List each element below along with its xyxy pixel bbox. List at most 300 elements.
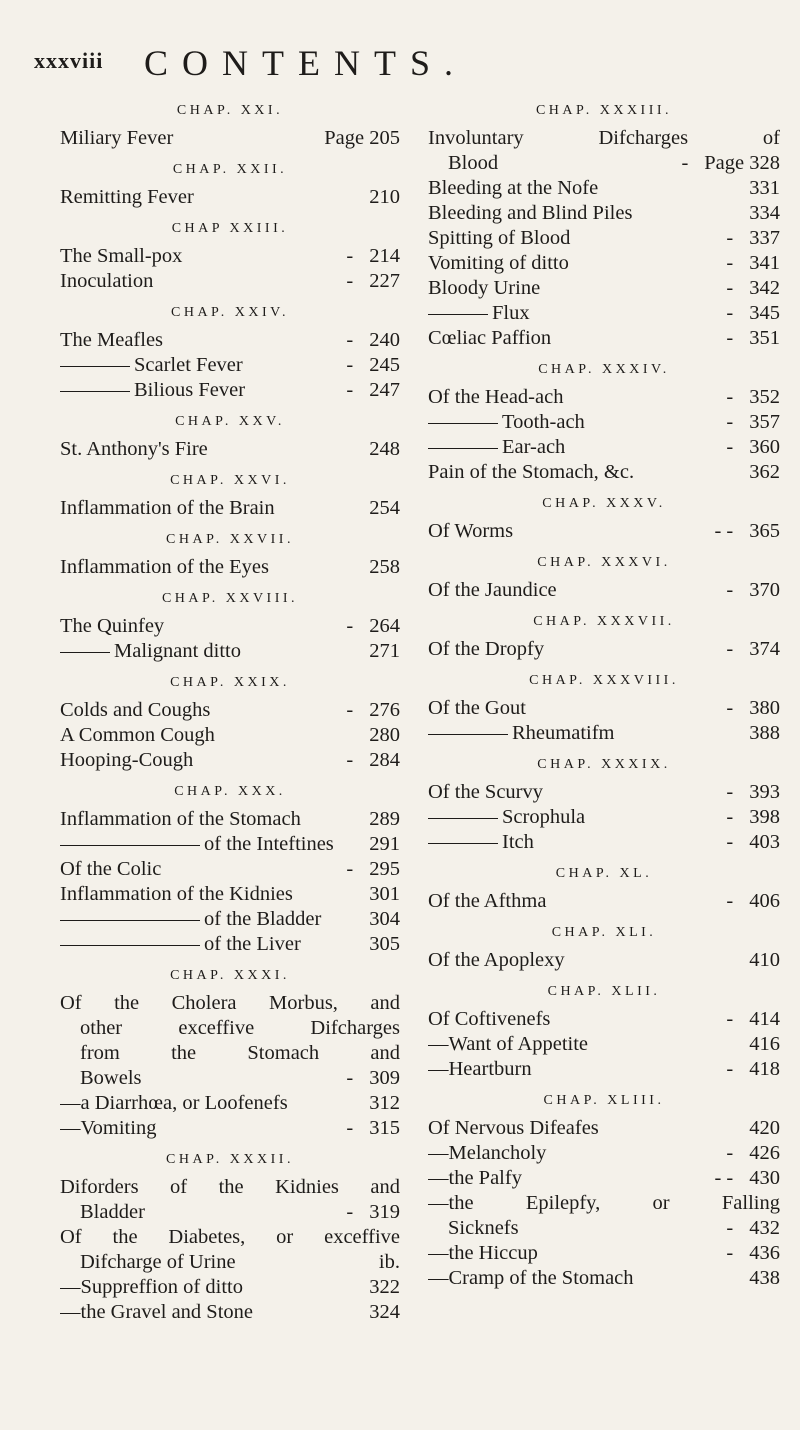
entry-text: —the Gravel and Stone: [60, 1301, 253, 1323]
entry-text: Involuntary Difcharges of: [428, 127, 780, 149]
entry-text: Remitting Fever: [60, 186, 194, 208]
contents-entry: [60, 932, 400, 957]
ditto-rule: [60, 845, 200, 846]
contents-entry: [428, 1166, 780, 1191]
entry-text: Inflammation of the Brain: [60, 497, 275, 519]
entry-text: Scrophula: [502, 806, 586, 828]
page-ref: 362: [749, 461, 780, 483]
entry-title: [60, 932, 363, 957]
entry-title: [60, 748, 336, 773]
entry-title: [448, 151, 671, 176]
page-ref: 398: [749, 806, 780, 828]
contents-entry: [60, 723, 400, 748]
entry-title: [428, 1266, 743, 1291]
entry-title: [60, 723, 363, 748]
entry-text: Inflammation of the Eyes: [60, 556, 269, 578]
ditto-rule: [60, 920, 200, 921]
entry-title: [428, 830, 716, 855]
page-ref: 436: [749, 1242, 780, 1264]
entry-title: [428, 948, 743, 973]
contents-entry: [60, 639, 400, 664]
right-column: [428, 92, 780, 1291]
page-title: CONTENTS.: [144, 43, 467, 83]
contents-entry: [60, 1200, 400, 1225]
contents-entry: [428, 435, 780, 460]
chapter-heading: CHAP. XXII.: [172, 162, 288, 177]
leader-dash: -: [726, 302, 734, 324]
contents-entry: [428, 1216, 780, 1241]
contents-line: [428, 126, 780, 151]
entry-title: [60, 1175, 400, 1200]
entry-text: Bleeding and Blind Piles: [428, 202, 633, 224]
contents-entry: [428, 1007, 780, 1032]
entry-text: Of Nervous Difeafes: [428, 1117, 599, 1139]
leader-dash: -: [726, 579, 734, 601]
entry-text: —Vomiting: [60, 1117, 157, 1139]
page-ref: 295: [369, 858, 400, 880]
leader-dash: -: [726, 1058, 734, 1080]
entry-text: Tooth-ach: [502, 411, 585, 433]
entry-title: [60, 496, 363, 521]
ditto-rule: [60, 652, 110, 653]
entry-title: [428, 251, 716, 276]
page-ref: 420: [749, 1117, 780, 1139]
entry-text: of the Liver: [204, 933, 301, 955]
contents-entry: [428, 780, 780, 805]
entry-text: Cœliac Paffion: [428, 327, 552, 349]
page-ref: 258: [369, 556, 400, 578]
entry-text: —the Palfy: [428, 1167, 522, 1189]
page-ref: 324: [369, 1301, 400, 1323]
page-ref: 271: [369, 640, 400, 662]
entry-title: [80, 1016, 400, 1041]
entry-text: Bloody Urine: [428, 277, 541, 299]
entry-text: Colds and Coughs: [60, 699, 211, 721]
contents-entry: [60, 698, 400, 723]
entry-title: [60, 857, 336, 882]
entry-text: Difcharge of Urine: [80, 1251, 236, 1273]
page-ref: 304: [369, 908, 400, 930]
entry-title: [428, 805, 716, 830]
leader-dash: -: [346, 615, 354, 637]
entry-title: [448, 1216, 716, 1241]
entry-text: Of the Afthma: [428, 890, 547, 912]
page-ref: 337: [749, 227, 780, 249]
chapter-heading: CHAP. XXXVI.: [537, 555, 671, 570]
entry-title: [428, 889, 716, 914]
entry-text: Bilious Fever: [134, 379, 246, 401]
chapter-heading: CHAP. XLIII.: [543, 1093, 665, 1108]
contents-entry: [428, 1266, 780, 1291]
page-ref: 426: [749, 1142, 780, 1164]
entry-text: Of the Head-ach: [428, 386, 564, 408]
page-ref: 432: [749, 1217, 780, 1239]
page-ref: 416: [749, 1033, 780, 1055]
leader-dash: -: [726, 327, 734, 349]
leader-dash: -: [726, 1142, 734, 1164]
page-ref: 264: [369, 615, 400, 637]
page-ref: 406: [749, 890, 780, 912]
entry-text: Blood: [448, 152, 499, 174]
contents-entry: [60, 1066, 400, 1091]
contents-entry: [428, 830, 780, 855]
page-ref: 319: [369, 1201, 400, 1223]
page-ref: 331: [749, 177, 780, 199]
contents-entry: [60, 1300, 400, 1325]
leader-dash: -: [726, 697, 734, 719]
contents-entry: [60, 614, 400, 639]
leader-dash: -: [726, 1008, 734, 1030]
entry-title: [428, 1166, 704, 1191]
contents-entry: [428, 889, 780, 914]
page-ref: 341: [749, 252, 780, 274]
contents-entry: [428, 251, 780, 276]
leader-dash: -: [346, 858, 354, 880]
page-header: [34, 42, 774, 82]
entry-text: —Cramp of the Stomach: [428, 1267, 634, 1289]
page-ref: 352: [749, 386, 780, 408]
leader-dash: -: [346, 749, 354, 771]
entry-text: —the Epilepfy, or Falling: [428, 1192, 780, 1214]
chapter-heading: CHAP. XLII.: [547, 984, 661, 999]
leader-dash: -: [726, 252, 734, 274]
contents-entry: [428, 696, 780, 721]
chapter-heading: CHAP. XXXVII.: [533, 614, 675, 629]
entry-title: [60, 832, 363, 857]
entry-text: Of the Diabetes, or exceffive: [60, 1226, 400, 1248]
contents-entry: [60, 126, 400, 151]
entry-title: [60, 378, 336, 403]
page-ref: 345: [749, 302, 780, 324]
page-ref: 210: [369, 186, 400, 208]
page-ref: ib.: [378, 1251, 400, 1273]
contents-entry: [60, 353, 400, 378]
entry-text: Hooping-Cough: [60, 749, 194, 771]
entry-text: Sicknefs: [448, 1217, 519, 1239]
entry-title: [80, 1200, 336, 1225]
entry-title: [428, 276, 716, 301]
contents-entry: [428, 151, 780, 176]
contents-entry: [428, 1116, 780, 1141]
chapter-heading: CHAP. XXV.: [175, 414, 285, 429]
page-ref: 227: [369, 270, 400, 292]
contents-entry: [428, 226, 780, 251]
entry-title: [60, 269, 336, 294]
contents-entry: [428, 176, 780, 201]
entry-text: Rheumatifm: [512, 722, 615, 744]
entry-title: [80, 1066, 336, 1091]
chapter-heading: CHAP. XLI.: [551, 925, 657, 940]
chapter-heading: CHAP. XXXV.: [542, 496, 666, 511]
entry-title: [428, 780, 716, 805]
entry-text: of the Bladder: [204, 908, 322, 930]
entry-title: [428, 385, 716, 410]
contents-entry: [60, 378, 400, 403]
contents-line: [60, 1041, 400, 1066]
entry-title: [60, 353, 336, 378]
contents-entry: [60, 1091, 400, 1116]
entry-title: [80, 1250, 373, 1275]
page-ref: 214: [369, 245, 400, 267]
entry-text: Inflammation of the Stomach: [60, 808, 301, 830]
ditto-rule: [428, 734, 508, 735]
leader-dash: -: [346, 270, 354, 292]
page-ref: 322: [369, 1276, 400, 1298]
entry-text: Inoculation: [60, 270, 154, 292]
ditto-rule: [60, 366, 130, 367]
page-ref: 280: [369, 724, 400, 746]
contents-entry: [60, 437, 400, 462]
contents-line: [428, 1191, 780, 1216]
leader-dash: -: [346, 245, 354, 267]
entry-text: Malignant ditto: [114, 640, 241, 662]
leader-dash: -: [726, 1217, 734, 1239]
entry-text: Of the Gout: [428, 697, 526, 719]
chapter-heading: CHAP. XXXIV.: [538, 362, 670, 377]
entry-title: [60, 328, 336, 353]
entry-title: [60, 882, 363, 907]
page-ref: 393: [749, 781, 780, 803]
entry-text: Scarlet Fever: [134, 354, 243, 376]
contents-entry: [428, 460, 780, 485]
contents-entry: [428, 1032, 780, 1057]
entry-title: [428, 435, 716, 460]
page-ref: 403: [749, 831, 780, 853]
entry-title: [60, 437, 363, 462]
chapter-heading: CHAP. XXI.: [176, 103, 284, 118]
entry-title: [428, 696, 716, 721]
contents-entry: [428, 1241, 780, 1266]
entry-title: [428, 519, 704, 544]
contents-entry: [60, 1250, 400, 1275]
entry-text: Miliary Fever: [60, 127, 174, 149]
page-ref: 247: [369, 379, 400, 401]
contents-entry: [428, 805, 780, 830]
page-ref: 289: [369, 808, 400, 830]
entry-title: [60, 555, 363, 580]
ditto-rule: [60, 391, 130, 392]
entry-text: Ear-ach: [502, 436, 566, 458]
entry-text: of the Inteftines: [204, 833, 334, 855]
chapter-heading: CHAP. XXXIII.: [535, 103, 673, 118]
page-ref: 351: [749, 327, 780, 349]
entry-title: [60, 807, 363, 832]
entry-text: St. Anthony's Fire: [60, 438, 208, 460]
entry-text: Of the Scurvy: [428, 781, 544, 803]
leader-dash: -: [346, 379, 354, 401]
page-ref: 414: [749, 1008, 780, 1030]
contents-entry: [428, 201, 780, 226]
leader-dash: -: [346, 354, 354, 376]
contents-entry: [428, 637, 780, 662]
entry-text: Flux: [492, 302, 530, 324]
leader-dash: -: [726, 781, 734, 803]
entry-text: Bladder: [80, 1201, 145, 1223]
page-ref: 418: [749, 1058, 780, 1080]
entry-title: [60, 1300, 363, 1325]
leader-dash: -: [726, 277, 734, 299]
entry-text: The Quinfey: [60, 615, 165, 637]
page-ref: 305: [369, 933, 400, 955]
leader-dash: -: [726, 806, 734, 828]
contents-line: [60, 1225, 400, 1250]
chapter-heading: CHAP. XXVI.: [170, 473, 290, 488]
page-ref: 334: [749, 202, 780, 224]
entry-title: [428, 410, 716, 435]
entry-title: [428, 1032, 743, 1057]
contents-entry: [60, 1275, 400, 1300]
contents-entry: [60, 1116, 400, 1141]
entry-title: [60, 1225, 400, 1250]
entry-text: Bleeding at the Nofe: [428, 177, 599, 199]
page-ref: 388: [749, 722, 780, 744]
contents-entry: [428, 326, 780, 351]
contents-entry: [60, 328, 400, 353]
contents-entry: [60, 882, 400, 907]
entry-title: [428, 1141, 716, 1166]
entry-title: [80, 1041, 400, 1066]
leader-dash: -: [726, 386, 734, 408]
chapter-heading: CHAP. XXXII.: [166, 1152, 294, 1167]
entry-text: —Melancholy: [428, 1142, 547, 1164]
contents-entry: [60, 269, 400, 294]
page-ref: 315: [369, 1117, 400, 1139]
entry-title: [428, 1116, 743, 1141]
leader-dash: -: [726, 638, 734, 660]
entry-text: Of the Jaundice: [428, 579, 557, 601]
page-ref: Page 205: [324, 127, 400, 149]
contents-entry: [428, 948, 780, 973]
contents-entry: [428, 721, 780, 746]
chapter-heading: CHAP. XXXI.: [170, 968, 290, 983]
leader-dash: -: [726, 436, 734, 458]
entry-title: [60, 1116, 336, 1141]
page-ref: 370: [749, 579, 780, 601]
leader-dash: -: [681, 152, 689, 174]
chapter-heading: CHAP. XXVII.: [166, 532, 294, 547]
page-ref: 309: [369, 1067, 400, 1089]
entry-title: [428, 176, 743, 201]
entry-title: [60, 1275, 363, 1300]
entry-text: Of Worms: [428, 520, 514, 542]
entry-text: other exceffive Difcharges: [80, 1017, 400, 1039]
entry-title: [60, 907, 363, 932]
entry-text: —the Hiccup: [428, 1242, 538, 1264]
contents-entry: [60, 907, 400, 932]
contents-entry: [428, 301, 780, 326]
chapter-heading: CHAP. XXX.: [174, 784, 286, 799]
entry-text: Inflammation of the Kidnies: [60, 883, 293, 905]
contents-line: [60, 991, 400, 1016]
entry-title: [60, 126, 318, 151]
entry-text: Of the Apoplexy: [428, 949, 565, 971]
entry-text: Of Coftivenefs: [428, 1008, 551, 1030]
chapter-heading: CHAP XXIII.: [171, 221, 289, 236]
entry-text: Of the Colic: [60, 858, 162, 880]
entry-text: —Heartburn: [428, 1058, 532, 1080]
ditto-rule: [428, 423, 498, 424]
entry-text: Pain of the Stomach, &c.: [428, 461, 635, 483]
page-ref: 365: [749, 520, 780, 542]
entry-title: [428, 1007, 716, 1032]
chapter-heading: CHAP. XXXVIII.: [529, 673, 679, 688]
leader-dash: -: [726, 411, 734, 433]
contents-entry: [428, 1057, 780, 1082]
page-ref: 342: [749, 277, 780, 299]
page-ref: 357: [749, 411, 780, 433]
contents-entry: [60, 832, 400, 857]
contents-entry: [428, 276, 780, 301]
entry-text: from the Stomach and: [80, 1042, 400, 1064]
contents-entry: [428, 519, 780, 544]
page-ref: 438: [749, 1267, 780, 1289]
entry-title: [428, 1191, 780, 1216]
leader-dash: -: [346, 1117, 354, 1139]
page-ref: 248: [369, 438, 400, 460]
leader-dash: -: [346, 1067, 354, 1089]
leader-dash: -: [726, 831, 734, 853]
entry-title: [428, 578, 716, 603]
page-ref: 312: [369, 1092, 400, 1114]
left-column: [60, 92, 400, 1325]
page-ref: 254: [369, 497, 400, 519]
chapter-heading: CHAP. XL.: [555, 866, 653, 881]
leader-dash: - -: [714, 520, 734, 542]
entry-text: —Want of Appetite: [428, 1033, 589, 1055]
chapter-heading: CHAP. XXVIII.: [161, 591, 299, 606]
leader-dash: -: [726, 890, 734, 912]
contents-line: [60, 1175, 400, 1200]
entry-text: The Meafles: [60, 329, 164, 351]
page-ref: Page 328: [704, 152, 780, 174]
page-ref: 284: [369, 749, 400, 771]
entry-title: [60, 639, 363, 664]
entry-title: [428, 326, 716, 351]
chapter-heading: CHAP. XXIV.: [171, 305, 289, 320]
entry-text: Spitting of Blood: [428, 227, 571, 249]
entry-text: The Small-pox: [60, 245, 183, 267]
ditto-rule: [428, 843, 498, 844]
page-ref: 360: [749, 436, 780, 458]
ditto-rule: [428, 818, 498, 819]
entry-title: [428, 460, 743, 485]
entry-title: [428, 126, 780, 151]
contents-entry: [428, 410, 780, 435]
page-ref: 276: [369, 699, 400, 721]
page-ref: 291: [369, 833, 400, 855]
page-ref: 380: [749, 697, 780, 719]
contents-line: [60, 1016, 400, 1041]
entry-title: [60, 1091, 363, 1116]
contents-entry: [60, 496, 400, 521]
leader-dash: -: [726, 227, 734, 249]
leader-dash: -: [346, 699, 354, 721]
page-ref: 245: [369, 354, 400, 376]
entry-title: [60, 698, 336, 723]
entry-text: Bowels: [80, 1067, 142, 1089]
ditto-rule: [60, 945, 200, 946]
page-number: xxxviii: [34, 48, 104, 73]
entry-text: A Common Cough: [60, 724, 215, 746]
contents-entry: [60, 807, 400, 832]
contents-entry: [60, 185, 400, 210]
page-ref: 240: [369, 329, 400, 351]
entry-title: [60, 614, 336, 639]
entry-title: [428, 637, 716, 662]
contents-entry: [60, 555, 400, 580]
contents-entry: [428, 1141, 780, 1166]
entry-text: —a Diarrhœa, or Loofenefs: [60, 1092, 288, 1114]
